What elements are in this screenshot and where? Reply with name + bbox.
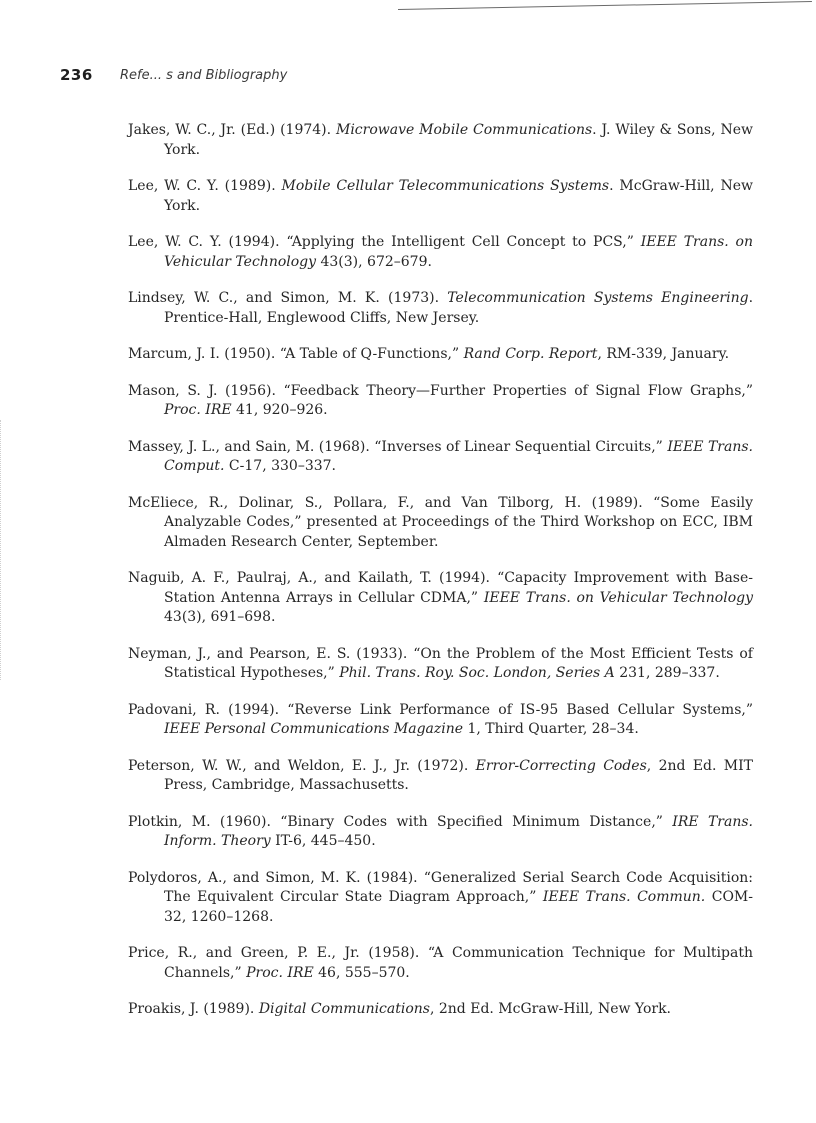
reference-entry (128, 944, 753, 983)
ref-details: 43(3), 672–679. (316, 253, 432, 270)
ref-details: . McGraw-Hill, New York. (164, 178, 753, 214)
section-title: Refe... s and Bibliography (120, 68, 288, 83)
reference-entry (128, 645, 753, 684)
page-number: 236 (60, 66, 93, 84)
ref-details: 46, 555–570. (313, 964, 410, 981)
ref-details: IT-6, 445–450. (270, 833, 376, 849)
ref-details: COM-32, 1260–1268. (164, 889, 753, 925)
ref-text: Jakes, W. C., Jr. (Ed.) (1974). (128, 122, 336, 138)
ref-text: Proakis, J. (1989). (128, 1001, 259, 1017)
ref-source: Phil. Trans. Roy. Soc. London, Series A (339, 665, 615, 681)
reference-entry (128, 382, 753, 421)
ref-details: . Prentice-Hall, Englewood Cliffs, New Jersey. (164, 290, 754, 326)
ref-details: , 2nd Ed. MIT Press, Cambridge, Massachusetts. (164, 757, 753, 793)
ref-details: , 2nd Ed. McGraw-Hill, New York. (429, 1001, 672, 1017)
ref-text: Massey, J. L., and Sain, M. (1968). “Inverses of Linear Sequential Circuits,” (128, 438, 668, 455)
ref-source: Digital Communications (258, 1001, 430, 1017)
ref-text: Marcum, J. I. (1950). “A Table of Q-Functions,” (128, 346, 464, 362)
ref-details: 43(3), 691–698. (164, 609, 276, 625)
reference-entry (128, 494, 753, 553)
ref-details: . J. Wiley & Sons, New York. (164, 122, 753, 158)
ref-text: Price, R., and Green, P. E., Jr. (1958). “A Communication Technique for Multipath Channels,” (128, 945, 753, 981)
ref-details: , RM-339, January. (597, 346, 730, 362)
ref-source: Microwave Mobile Communications (335, 122, 593, 138)
ref-source: IEEE Trans. on Vehicular Technology (483, 589, 754, 606)
ref-source: Rand Corp. Report (463, 346, 598, 362)
ref-text: Plotkin, M. (1960). “Binary Codes with Specified Minimum Distance,” (128, 813, 673, 830)
reference-entry (128, 701, 753, 740)
reference-entry (128, 177, 753, 216)
ref-text: Polydoros, A., and Simon, M. K. (1984). “Generalized Serial Search Code Acquisition: The Equivalent Circular State Diagram Approach,” (128, 869, 753, 905)
ref-source: IEEE Personal Communications Magazine (164, 721, 464, 737)
ref-details: 41, 920–926. (231, 402, 328, 418)
ref-text: Padovani, R. (1994). “Reverse Link Performance of IS-95 Based Cellular Systems,” (128, 701, 753, 718)
ref-source: IEEE Trans. on Vehicular Technology (164, 234, 753, 270)
ref-text: Naguib, A. F., Paulraj, A., and Kailath, T. (1994). “Capacity Improvement with Base-Station Antenna Arrays in Cellular CDMA,” (128, 570, 753, 606)
ref-source: Mobile Cellular Telecommunications Systems (281, 178, 610, 194)
reference-entry (128, 869, 753, 928)
ref-text: Lindsey, W. C., and Simon, M. K. (1973). (128, 290, 448, 306)
ref-source: Proc. IRE (246, 964, 314, 981)
reference-list (128, 121, 753, 1037)
ref-source: Telecommunication Systems Engineering (447, 290, 749, 306)
ref-text: McEliece, R., Dolinar, S., Pollara, F., and Van Tilborg, H. (1989). “Some Easily Analyzable Codes,” presented at Proceedings of the Third Workshop on ECC, IBM Almaden Research Center, September. (128, 494, 753, 550)
ref-text: Lee, W. C. Y. (1994). “Applying the Intelligent Cell Concept to PCS,” (128, 234, 641, 250)
reference-entry (128, 569, 753, 628)
ref-source: IRE Trans. Inform. Theory (164, 813, 753, 849)
reference-entry (128, 121, 753, 160)
ref-text: Lee, W. C. Y. (1989). (128, 178, 282, 194)
ref-details: 231, 289–337. (614, 665, 720, 681)
ref-text: Peterson, W. W., and Weldon, E. J., Jr. (1972). (128, 757, 476, 774)
ref-details: 1, Third Quarter, 28–34. (463, 721, 639, 737)
reference-entry (128, 757, 753, 796)
ref-source: Error-Correcting Codes (475, 757, 647, 774)
ref-text: Mason, S. J. (1956). “Feedback Theory—Further Properties of Signal Flow Graphs,” (128, 382, 753, 399)
ref-text: Neyman, J., and Pearson, E. S. (1933). “On the Problem of the Most Efficient Tests of Statistical Hypotheses,” (128, 645, 753, 681)
top-rule (398, 1, 812, 10)
ref-source: IEEE Trans. Commun. (542, 889, 706, 905)
reference-entry (128, 233, 753, 272)
reference-entry (128, 1000, 753, 1020)
reference-entry (128, 813, 753, 852)
reference-entry (128, 289, 753, 328)
ref-details: C-17, 330–337. (224, 458, 336, 474)
scan-margin-artifact (0, 420, 11, 680)
ref-source: IEEE Trans. Comput. (164, 438, 753, 474)
reference-entry (128, 438, 753, 477)
reference-entry (128, 345, 753, 365)
ref-source: Proc. IRE (164, 402, 232, 418)
